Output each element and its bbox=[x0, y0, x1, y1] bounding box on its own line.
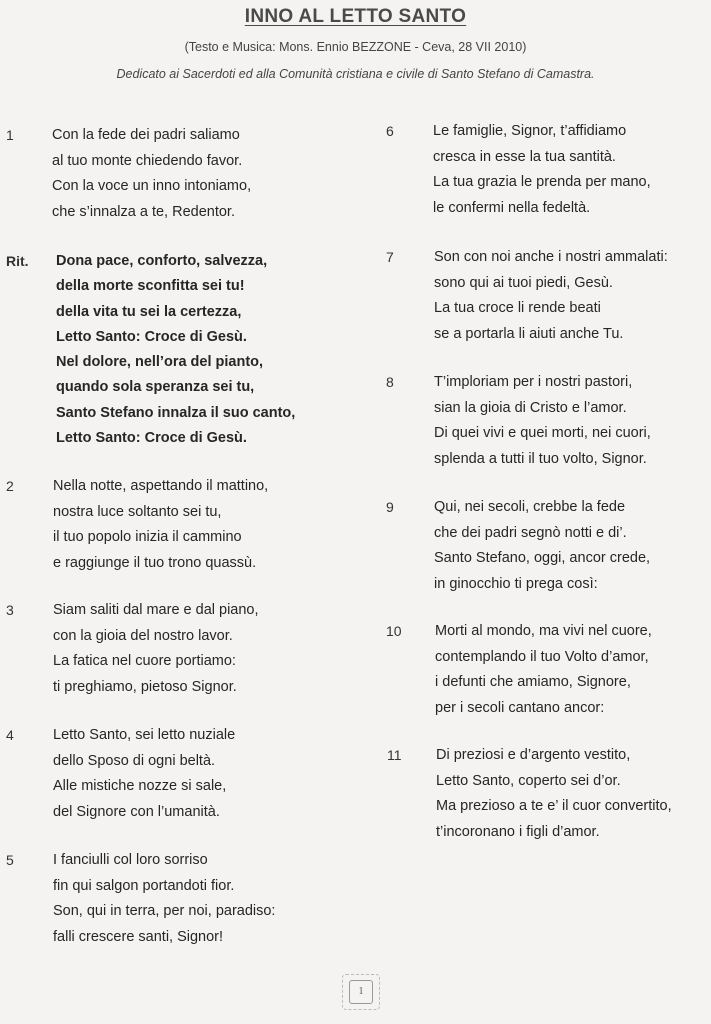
stanza-line: Nella notte, aspettando il mattino, bbox=[53, 478, 269, 494]
stanza-line: Morti al mondo, ma vivi nel cuore, bbox=[435, 623, 652, 639]
stanza-line: Con la voce un inno intoniamo, bbox=[52, 178, 252, 194]
stanza-number: 2 bbox=[6, 478, 14, 494]
stanza-lines bbox=[435, 619, 652, 721]
stanza-line: Letto Santo, coperto sei d’or. bbox=[436, 772, 621, 789]
refrain-label: Rit. bbox=[6, 253, 29, 269]
stanza-line: T’imploriam per i nostri pastori, bbox=[434, 374, 633, 390]
stanza-line: Letto Santo, sei letto nuziale bbox=[53, 727, 236, 743]
stanza-lines bbox=[433, 119, 651, 221]
stanza-line: Siam saliti dal mare e dal piano, bbox=[53, 602, 259, 618]
stanza-lines bbox=[53, 474, 268, 576]
dedication-line: Dedicato ai Sacerdoti ed alla Comunità cristiana e civile di Santo Stefano di Camastra. bbox=[116, 67, 595, 81]
stanza-line: splenda a tutti il tuo volto, Signor. bbox=[434, 450, 647, 467]
stanza-number: 5 bbox=[6, 852, 14, 868]
stanza-lines bbox=[53, 598, 259, 700]
refrain-line: Nel dolore, nell’ora del pianto, bbox=[56, 354, 264, 371]
stanza-line: Son con noi anche i nostri ammalati: bbox=[434, 249, 668, 265]
stanza-line: Le famiglie, Signor, t’affidiamo bbox=[433, 123, 627, 139]
stanza-line: sian la gioia di Cristo e l’amor. bbox=[434, 399, 627, 416]
stanza-line: La tua croce li rende beati bbox=[434, 300, 601, 316]
stanza-line: Qui, nei secoli, crebbe la fede bbox=[434, 499, 626, 515]
stanza-number: 11 bbox=[387, 747, 402, 763]
refrain-line: Santo Stefano innalza il suo canto, bbox=[56, 404, 296, 421]
stanza-line: La tua grazia le prenda per mano, bbox=[433, 174, 651, 190]
page-number: 1 bbox=[349, 980, 373, 1004]
stanza-line: i defunti che amiamo, Signore, bbox=[435, 674, 631, 690]
stanza-number: 10 bbox=[386, 623, 402, 639]
stanza-lines bbox=[434, 245, 668, 347]
stanza-line: per i secoli cantano ancor: bbox=[435, 699, 605, 716]
stanza-lines bbox=[53, 723, 235, 825]
stanza-line: Son, qui in terra, per noi, paradiso: bbox=[53, 903, 276, 919]
stanza-line: dello Sposo di ogni beltà. bbox=[53, 752, 216, 769]
stanza-line: sono qui ai tuoi piedi, Gesù. bbox=[434, 274, 613, 291]
credits-line: (Testo e Musica: Mons. Ennio BEZZONE - Ceva, 28 VII 2010) bbox=[184, 40, 527, 54]
stanza-line: se a portarla li aiuti anche Tu. bbox=[434, 325, 624, 342]
stanza-line: I fanciulli col loro sorriso bbox=[53, 852, 208, 868]
stanza-line: Con la fede dei padri saliamo bbox=[52, 127, 240, 143]
stanza-line: le confermi nella fedeltà. bbox=[433, 199, 591, 216]
stanza-lines bbox=[52, 123, 251, 225]
stanza-line: in ginocchio ti prega così: bbox=[434, 575, 598, 592]
stanza-line: Di preziosi e d’argento vestito, bbox=[436, 747, 631, 763]
stanza-lines bbox=[434, 370, 651, 472]
stanza-line: t’incoronano i figli d’amor. bbox=[436, 823, 600, 840]
stanza-line: La fatica nel cuore portiamo: bbox=[53, 653, 236, 669]
stanza-line: al tuo monte chiedendo favor. bbox=[52, 152, 243, 169]
stanza-lines bbox=[434, 495, 650, 597]
stanza-line: cresca in esse la tua santità. bbox=[433, 148, 616, 165]
stanza-line: ti preghiamo, pietoso Signor. bbox=[53, 678, 237, 695]
stanza-line: falli crescere santi, Signor! bbox=[53, 928, 224, 945]
refrain-line: Letto Santo: Croce di Gesù. bbox=[56, 430, 247, 447]
refrain-lines bbox=[56, 249, 295, 451]
stanza-number: 6 bbox=[386, 123, 394, 139]
stanza-line: che s’innalza a te, Redentor. bbox=[52, 203, 235, 220]
stanza-line: fin qui salgon portandoti fior. bbox=[53, 877, 235, 894]
stanza-line: Di quei vivi e quei morti, nei cuori, bbox=[434, 425, 651, 441]
stanza-lines bbox=[53, 848, 275, 950]
stanza-line: il tuo popolo inizia il cammino bbox=[53, 529, 242, 545]
stanza-lines bbox=[436, 743, 672, 845]
stanza-number: 3 bbox=[6, 602, 14, 618]
refrain-line: della vita tu sei la certezza, bbox=[56, 303, 242, 320]
stanza-line: che dei padri segnò notti e di’. bbox=[434, 524, 627, 541]
stanza-number: 4 bbox=[6, 727, 14, 743]
stanza-line: Santo Stefano, oggi, ancor crede, bbox=[434, 550, 651, 566]
stanza-number: 9 bbox=[386, 499, 394, 515]
stanza-number: 8 bbox=[386, 374, 394, 390]
stanza-line: nostra luce soltanto sei tu, bbox=[53, 503, 222, 520]
stanza-line: Alle mistiche nozze si sale, bbox=[53, 778, 227, 794]
stanza-line: contemplando il tuo Volto d’amor, bbox=[435, 648, 649, 665]
refrain-line: Letto Santo: Croce di Gesù. bbox=[56, 328, 247, 345]
stanza-line: Ma prezioso a te e’ il cuor convertito, bbox=[436, 798, 672, 814]
stanza-number: 7 bbox=[386, 249, 394, 265]
refrain-line: della morte sconfitta sei tu! bbox=[56, 278, 245, 295]
stanza-line: con la gioia del nostro lavor. bbox=[53, 627, 233, 644]
stanza-line: del Signore con l’umanità. bbox=[53, 803, 220, 820]
refrain-line: Dona pace, conforto, salvezza, bbox=[56, 253, 268, 269]
stanza-number: 1 bbox=[6, 127, 14, 143]
stanza-line: e raggiunge il tuo trono quassù. bbox=[53, 554, 257, 571]
page-title: INNO AL LETTO SANTO bbox=[244, 6, 467, 27]
refrain-line: quando sola speranza sei tu, bbox=[56, 379, 255, 396]
